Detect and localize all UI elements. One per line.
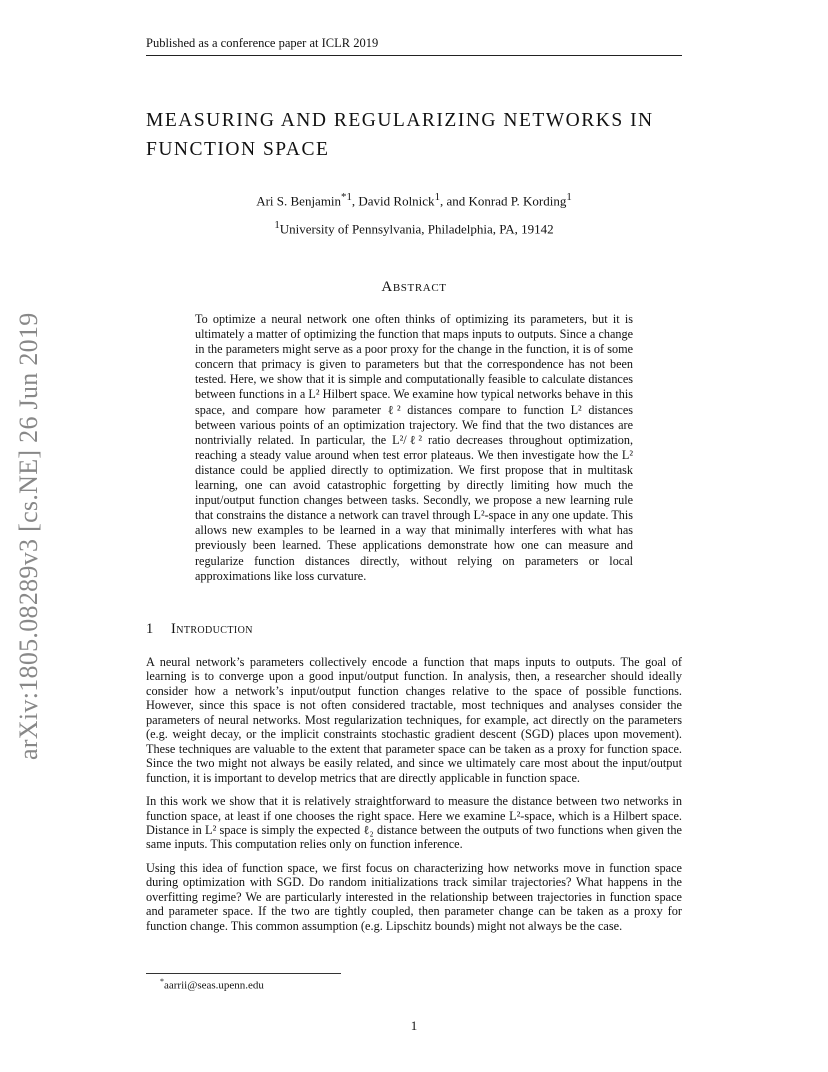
footnote-email: aarrii@seas.upenn.edu — [164, 979, 264, 992]
affiliation-mark: 1 — [274, 219, 280, 231]
author-affiliation-mark: 1 — [566, 191, 572, 203]
author-name: , and Konrad P. Kording — [439, 193, 567, 209]
affiliation — [146, 219, 682, 237]
author-affiliation-mark: *1 — [341, 191, 352, 203]
author-name: Ari S. Benjamin — [256, 193, 342, 209]
footnote-divider — [146, 973, 341, 974]
author-name: , David Rolnick — [351, 193, 435, 209]
paper-title-line-2: FUNCTION SPACE — [146, 139, 330, 160]
affiliation-text: University of Pennsylvania, Philadelphia, PA, 19142 — [279, 221, 554, 237]
paper-title — [146, 106, 682, 164]
page-number: 1 — [410, 1018, 418, 1033]
section-number: 1 — [146, 621, 154, 637]
section-body — [146, 655, 682, 942]
author-list — [146, 191, 682, 209]
body-paragraph: In this work we show that it is relatively straightforward to measure the distance between two networks in function space, at least if one chooses the right space. Here we examine L²-space, which is a Hilbert space. Distance in L² space is simply the expected ℓ₂ distance between the outputs of two functions when given the same inputs. This computation relies only on function inference. — [146, 794, 682, 852]
body-paragraph: Using this idea of function space, we first focus on characterizing how networks move in function space during optimization with SGD. Do random initializations track similar trajectories? What happens in the overfitting regime? We are particularly interested in the relationship between trajectories in function space and parameter space. If the two are tightly coupled, then parameter change can be taken as a proxy for function change. This common assumption (e.g. Lipschitz bounds) might not always be the case. — [146, 860, 682, 933]
body-paragraph: A neural network’s parameters collectively encode a function that maps inputs to outputs. The goal of learning is to converge upon a good input/output function. In analysis, then, a researcher should ideally consider how a network’s input/output function changes relative to the space of possible functions. However, since this space is not often considered tractable, most techniques and analyses consider the parameters of neural networks. Most regularization techniques, for example, act directly on the parameters (e.g. weight decay, or the implicit constraints stochastic gradient descent (SGD) places upon movement). These techniques are valuable to the extent that parameter space can be taken as a proxy for function space. Since the two might not always be easily related, and since we ultimately care most about the input/output function, it is important to develop metrics that are directly applicable in function space. — [146, 655, 682, 785]
author-affiliation-mark: 1 — [434, 191, 440, 203]
abstract-text: To optimize a neural network one often thinks of optimizing its parameters, but it is ultimately a matter of optimizing the function that maps inputs to outputs. Since a change in the parameters might serve as a poor proxy for the change in the function, it is of some concern that primacy is given to parameters but that the correspondence has not been tested. Here, we show that it is simple and computationally feasible to calculate distances between functions in a L² Hilbert space. We examine how typical networks behave in this space, and compare how parameter ℓ² distances compare to function L² distances between various points of an optimization trajectory. We find that the two distances are nontrivially related. In particular, the L²/ℓ² ratio decreases throughout optimization, reaching a steady value around when test error plateaus. We then investigate how the L² distance could be applied directly to optimization. We first propose that in multitask learning, one can avoid catastrophic forgetting by directly limiting how much the input/output function changes between tasks. Secondly, we propose a new learning rule that constrains the distance a network can travel through L²-space in any one update. This allows new examples to be learned in a way that minimally interferes with what has previously been learned. These applications demonstrate how one can measure and regularize function distances directly, without relying on parameters or local approximations like loss curvature. — [195, 312, 633, 583]
abstract-heading — [146, 279, 682, 296]
abstract-heading-rest: bstract — [392, 279, 447, 295]
section-title: Introduction — [171, 621, 253, 637]
section-heading — [146, 621, 682, 638]
abstract-heading-initial: A — [381, 279, 393, 295]
paper-title-line-1: MEASURING AND REGULARIZING NETWORKS IN — [146, 110, 654, 131]
running-header: Published as a conference paper at ICLR 2019 — [146, 36, 682, 56]
arxiv-identifier-stamp: arXiv:1805.08289v3 [cs.NE] 26 Jun 2019 — [14, 312, 43, 760]
footnote — [160, 977, 264, 992]
footnote-mark: * — [160, 977, 164, 986]
